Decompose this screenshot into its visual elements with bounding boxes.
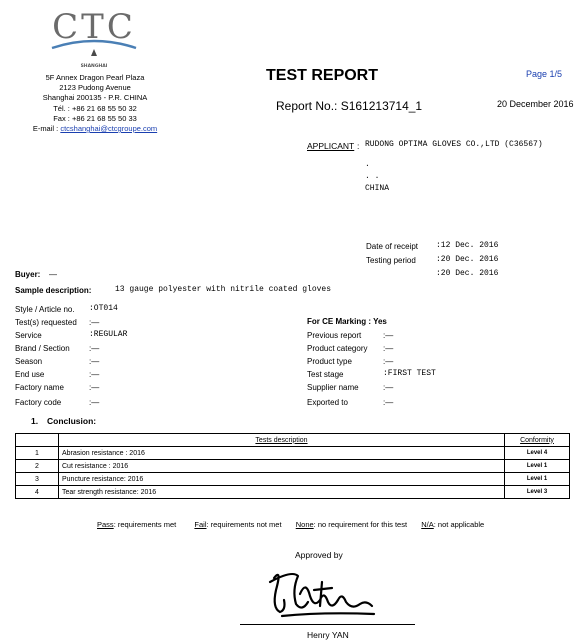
applicant-address-line: . . [365,172,380,181]
field-label: Supplier name [307,383,359,392]
field-value: :— [383,331,394,340]
ce-marking: For CE Marking : Yes [307,317,387,326]
company-email-row [20,124,170,135]
page-label: Page 1/5 [526,69,563,79]
applicant-country: CHINA [365,184,390,193]
report-date: 20 December 2016 [497,99,574,109]
signature-line [240,624,415,625]
table-row [16,447,570,460]
row-description: Cut resistance : 2016 [59,460,505,473]
table-row [16,486,570,499]
legend-none-key: None [295,520,314,529]
date-of-receipt-value: :12 Dec. 2016 [436,241,499,250]
legend-fail-text: : requirements not met [206,520,282,529]
report-title: TEST REPORT [266,67,379,84]
field-value: :— [383,398,394,407]
field-value: :— [89,370,100,379]
report-number: Report No.: S161213714_1 [276,99,423,113]
row-number: 2 [16,460,59,473]
email-label: E-mail : [32,124,59,133]
company-fax: Fax : +86 21 68 55 50 33 [53,114,137,123]
field-label: Factory code [15,398,62,407]
field-value: :— [383,357,394,366]
applicant-address-line: . [365,160,370,169]
legend-pass-key: Pass [97,520,114,529]
row-conformity: Level 1 [505,473,570,486]
svg-text:SHANGHAI: SHANGHAI [80,64,108,69]
field-label: Product type [307,357,352,366]
row-number: 3 [16,473,59,486]
header-num-cell [16,434,59,447]
field-value: :FIRST TEST [383,369,436,378]
company-tel: Tél. : +86 21 68 55 50 32 [53,104,137,113]
result-legend [97,520,484,529]
field-label: Brand / Section [15,344,70,353]
date-of-receipt-label: Date of receipt [366,242,419,251]
field-value: :— [383,383,394,392]
signature [262,560,382,620]
legend-pass-text: : requirements met [113,520,177,529]
legend-none-text: : no requirement for this test [313,520,408,529]
field-label: Product category [307,344,368,353]
table-header-row [16,434,570,447]
company-address-1: 5F Annex Dragon Pearl Plaza [45,73,145,82]
legend-fail-key: Fail [194,520,207,529]
row-number: 4 [16,486,59,499]
conclusion-number: 1. [31,416,39,426]
row-description: Puncture resistance: 2016 [59,473,505,486]
row-conformity: Level 3 [505,486,570,499]
sample-description-label: Sample description: [15,286,92,295]
field-value: :OT014 [89,304,118,313]
legend-na-text: : not applicable [433,520,485,529]
signatory-name: Henry YAN [307,630,349,640]
row-conformity: Level 4 [505,447,570,460]
field-value: :— [383,344,394,353]
field-label: Test stage [307,370,344,379]
table-row [16,460,570,473]
buyer-label: Buyer: [15,270,41,279]
testing-period-to: :20 Dec. 2016 [436,269,499,278]
row-conformity: Level 1 [505,460,570,473]
buyer-value: — [49,270,57,279]
field-value: :— [89,318,100,327]
header-tests-description: Tests description [59,434,505,447]
legend-na-key: N/A [421,520,434,529]
row-description: Tear strength resistance: 2016 [59,486,505,499]
ctc-logo [44,4,144,74]
field-value: :— [89,398,100,407]
field-label: Previous report [307,331,362,340]
email-link[interactable]: ctcshanghai@ctcgroupe.com [60,124,158,133]
applicant-label: APPLICANT [307,141,355,151]
field-label: Exported to [307,398,348,407]
field-label: Service [15,331,42,340]
sample-description-value: 13 gauge polyester with nitrile coated gloves [115,285,332,294]
svg-text:CTC: CTC [52,7,136,47]
applicant-name: RUDONG OPTIMA GLOVES CO.,LTD (C36567) [365,140,543,149]
approved-by-label: Approved by [295,550,343,560]
table-row [16,473,570,486]
company-address-3: Shanghai 200135 - P.R. CHINA [42,93,148,102]
field-label: Factory name [15,383,64,392]
header-conformity: Conformity [505,434,570,447]
conclusion-heading: Conclusion: [47,416,97,426]
field-value: :— [89,383,100,392]
field-value: :— [89,357,100,366]
field-label: Season [15,357,43,366]
field-label: Style / Article no. [15,305,75,314]
field-label: End use [15,370,45,379]
field-value: :— [89,344,100,353]
testing-period-label: Testing period [366,256,416,265]
row-number: 1 [16,447,59,460]
row-description: Abrasion resistance : 2016 [59,447,505,460]
applicant-separator: : [357,141,360,151]
tests-table [15,433,570,499]
testing-period-from: :20 Dec. 2016 [436,255,499,264]
company-address-2: 2123 Pudong Avenue [59,83,131,92]
field-value: :REGULAR [89,330,128,339]
field-label: Test(s) requested [15,318,77,327]
